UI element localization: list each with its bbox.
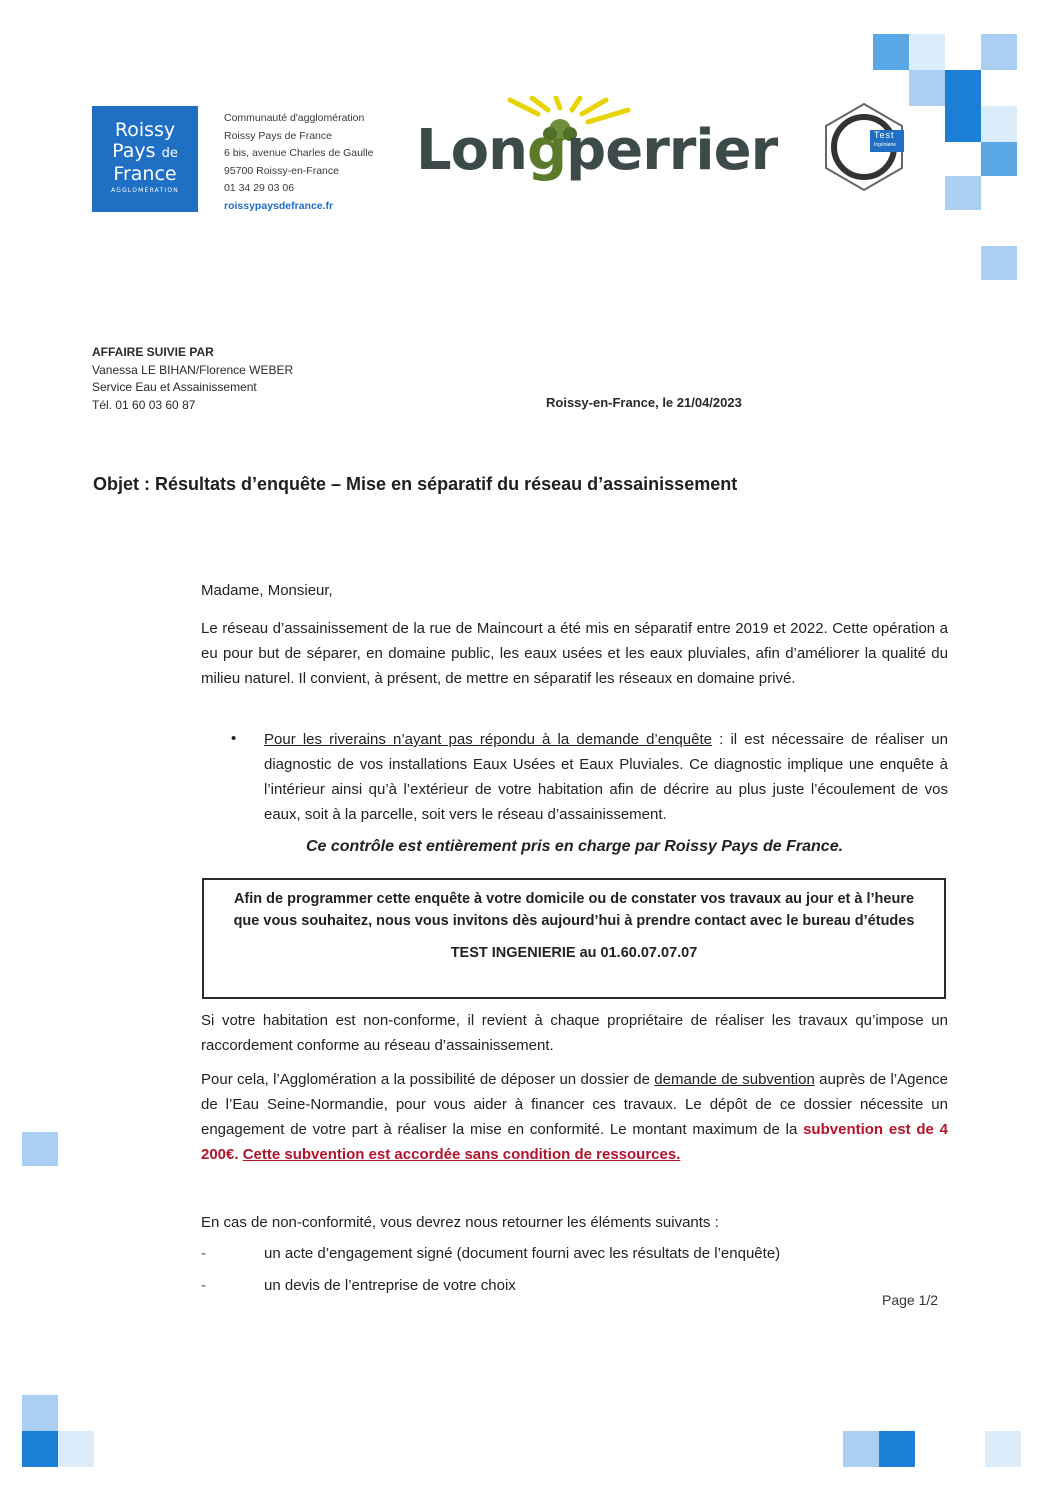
decor-square [985, 1431, 1021, 1467]
list-dash-icon: - [201, 1245, 206, 1262]
address-line: Roissy Pays de France [224, 129, 332, 142]
decor-square [22, 1395, 58, 1431]
logo-text: Ingénierie [874, 142, 896, 148]
sender-phone: Tél. 01 60 03 60 87 [92, 397, 196, 412]
address-block [224, 110, 373, 216]
longperrier-logo [410, 96, 778, 194]
sender-service: Service Eau et Assainissement [92, 380, 257, 395]
contact-box [202, 878, 946, 999]
decor-square [981, 246, 1017, 280]
list-item: un acte d’engagement signé (document fourni avec les résultats de l’enquête) [264, 1245, 781, 1262]
contact-box-text: Afin de programmer cette enquête à votre domicile ou de constater vos travaux au jour et à l’heure que vous souhaitez, nous vous invitons dès aujourd’hui à prendre contact avec le bureau d’études [233, 891, 915, 929]
decor-square [22, 1132, 58, 1166]
page-number: Page 1/2 [882, 1292, 939, 1308]
website-link[interactable]: roissypaysdefrance.fr [224, 199, 334, 212]
contact-box-phone: TEST INGENIERIE au 01.60.07.07.07 [450, 945, 698, 961]
decor-square [945, 176, 981, 210]
sender-block [92, 344, 293, 414]
decor-square [58, 1431, 94, 1467]
logo-text: Test [874, 130, 895, 140]
logo-line: Roissy [114, 119, 176, 141]
bullet-lead: Pour les riverains n’ayant pas répondu à la demande d’enquête [264, 731, 712, 748]
bullet-paragraph [264, 727, 948, 827]
address-line: Communauté d'agglomération [224, 112, 365, 124]
address-phone: 01 34 29 03 06 [224, 182, 295, 195]
sender-names: Vanessa LE BIHAN/Florence WEBER [92, 362, 294, 377]
address-line: 95700 Roissy-en-France [224, 164, 339, 177]
test-ingenierie-logo [818, 100, 910, 192]
logo-line: France [113, 163, 177, 185]
decor-square [945, 106, 981, 142]
decor-square [873, 34, 909, 70]
address-line: 6 bis, avenue Charles de Gaulle [224, 147, 374, 160]
decor-square [22, 1431, 58, 1467]
decor-square [909, 34, 945, 70]
decor-square [981, 34, 1017, 70]
salutation: Madame, Monsieur, [201, 582, 333, 599]
letter-object: Objet : Résultats d’enquête – Mise en séparatif du réseau d’assainissement [93, 474, 738, 494]
decor-square [981, 106, 1017, 142]
date-line: Roissy-en-France, le 21/04/2023 [546, 395, 742, 410]
list-dash-icon: - [201, 1277, 206, 1294]
subvention-link: demande de subvention [654, 1071, 815, 1088]
paragraph: Le réseau d’assainissement de la rue de Maincourt a été mis en séparatif entre 2019 et 2022. Cette opération a eu pour but de séparer, en domaine public, les eaux usées et les eaux pluviales, afin d’améliorer la qualité du milieu naturel. Il convient, à présent, de mettre en séparatif les réseaux en domaine privé. [201, 620, 948, 687]
paragraph: Si votre habitation est non-conforme, il revient à chaque propriétaire de réaliser les travaux qu’impose un raccordement conforme au réseau d’assainissement. [201, 1012, 948, 1054]
hexagon-logo-icon [818, 100, 910, 192]
decor-square [909, 70, 945, 106]
decor-square [879, 1431, 915, 1467]
logo-line: Pays [112, 140, 156, 162]
logo-line: de [161, 146, 178, 161]
bullet-text: : il est nécessaire de réaliser un diagnostic de vos installations Eaux Usées et Eaux Pluviales. Ce diagnostic implique une enquête à l’intérieur ainsi qu’à l’extérieur de votre habitation afin de décrire au plus juste l’écoulement de vos eaux, soit à la parcelle, soit vers le réseau d’assainissement. [264, 731, 948, 823]
sender-heading: AFFAIRE SUIVIE PAR [92, 345, 214, 359]
longperrier-wordmark: Longperrier [416, 118, 778, 183]
paragraph-subvention: Pour cela, l’Agglomération a la possibilité de déposer un dossier de demande de subvention auprès de l’Agence de l’Eau Seine-Normandie, pour vous aider à financer ces travaux. Le dépôt de ce dossier nécessite un engagement de votre part à réaliser la mise en conformité. Le montant maximum de la subvention est de 4 200€. Cette subvention est accordée sans condition de ressources. [201, 1071, 948, 1163]
list-item: un devis de l’entreprise de votre choix [264, 1277, 516, 1294]
subvention-amount: subvention est de 4 200€. [201, 1121, 948, 1163]
decor-square [981, 142, 1017, 176]
logo-line: AGGLOMÉRATION [111, 187, 179, 194]
bullet-icon: • [231, 730, 237, 747]
subvention-condition: Cette subvention est accordée sans condition de ressources. [242, 1146, 681, 1163]
paragraph: En cas de non-conformité, vous devrez nous retourner les éléments suivants : [201, 1214, 719, 1231]
decor-square [843, 1431, 879, 1467]
decor-square [945, 70, 981, 106]
emphasis-line: Ce contrôle est entièrement pris en charge par Roissy Pays de France. [305, 838, 844, 855]
roissy-logo [92, 106, 198, 212]
